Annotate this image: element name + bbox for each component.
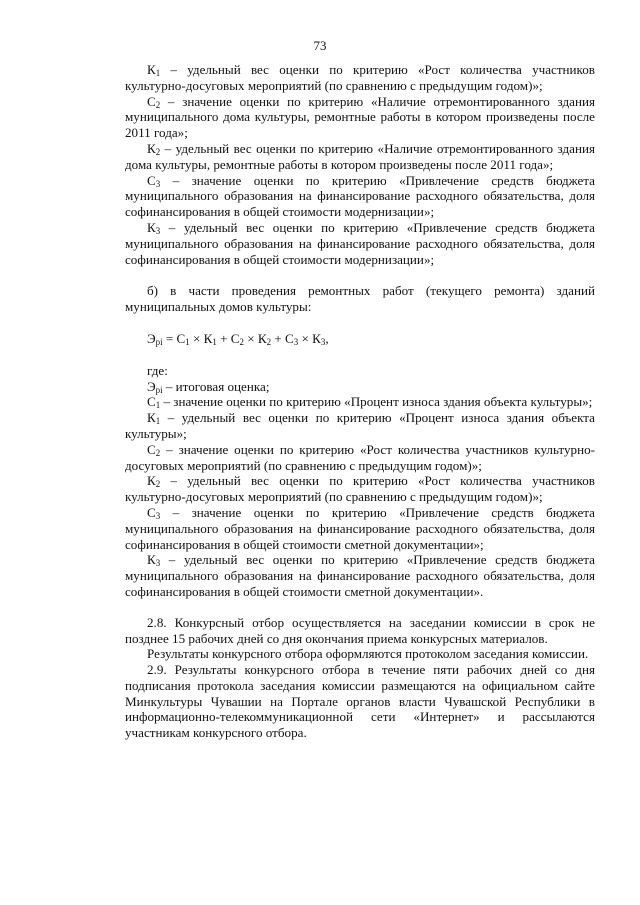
- definition-k2-b: $К_2$ – удельный вес оценки по критерию «Рост количества участников культурно-досуговых мероприятий (по сравнению с предыдущим годом)»;: [125, 473, 595, 505]
- definition-k2-a: $К_2$ – удельный вес оценки по критерию «Наличие отремонтированного здания дома культуры, ремонтные работы в котором произведены после 2011 года»;: [125, 140, 595, 172]
- paragraph-results: Результаты конкурсного отбора оформляются протоколом заседания комиссии.: [147, 646, 589, 662]
- paragraph-2-8: 2.8. Конкурсный отбор осуществляется на заседании комиссии в срок не позднее 15 рабочих дней со дня окончания приема конкурсных материалов.: [125, 614, 595, 646]
- definition-k1-b: $К_1$ – удельный вес оценки по критерию «Процент износа здания объекта культуры»;: [125, 410, 595, 441]
- definition-total: $Э_{рi}$ – итоговая оценка;: [147, 378, 270, 395]
- formula: $Э_{рi} = С_1 \times К_1 + С_2 \times К_2 + С_3 \times К_3$,: [147, 330, 329, 348]
- where-label: где:: [147, 362, 168, 378]
- page-number: 73: [313, 38, 327, 53]
- definition-k3-b: $К_3$ – удельный вес оценки по критерию «Привлечение средств бюджета муниципального образования на финансирование расходного обязательства, доля софинансирования в общей стоимости сметной документации».: [125, 552, 595, 599]
- definition-k1-a: $К_1$ – удельный вес оценки по критерию «Рост количества участников культурно-досуговых мероприятий (по сравнению с предыдущим годом)»;: [125, 62, 595, 93]
- section-b-heading: б) в части проведения ремонтных работ (текущего ремонта) зданий муниципальных домов культуры:: [125, 283, 595, 315]
- document-body: [125, 62, 595, 741]
- definition-c3-a: $С_3$ – значение оценки по критерию «Привлечение средств бюджета муниципального образования на финансирование расходного обязательства, доля софинансирования в общей стоимости модернизации»;: [125, 172, 595, 220]
- definition-c2-a: $С_2$ – значение оценки по критерию «Наличие отремонтированного здания муниципального дома культуры, ремонтные работы в котором произведены после 2011 года»;: [125, 93, 595, 141]
- definition-c1-b: $С_1$ – значение оценки по критерию «Процент износа здания объекта культуры»;: [147, 394, 593, 411]
- definition-k3-a: $К_3$ – удельный вес оценки по критерию «Привлечение средств бюджета муниципального образования на финансирование расходного обязательства, доля софинансирования в общей стоимости модернизации»;: [125, 219, 595, 267]
- definition-c2-b: $С_2$ – значение оценки по критерию «Рост количества участников культурно-досуговых мероприятий (по сравнению с предыдущим годом)»;: [125, 441, 595, 473]
- paragraph-2-9: 2.9. Результаты конкурсного отбора в течение пяти рабочих дней со дня подписания протокола заседания комиссии размещаются на официальном сайте Минкультуры Чувашии на Портале органов власти Чувашской Республики в информационно-телекоммуникационной сети «Интернет» и рассылаются участникам конкурсного отбора.: [125, 662, 595, 741]
- definition-c3-b: $С_3$ – значение оценки по критерию «Привлечение средств бюджета муниципального образования на финансирование расходного обязательства, доля софинансирования в общей стоимости сметной документации»;: [125, 504, 595, 552]
